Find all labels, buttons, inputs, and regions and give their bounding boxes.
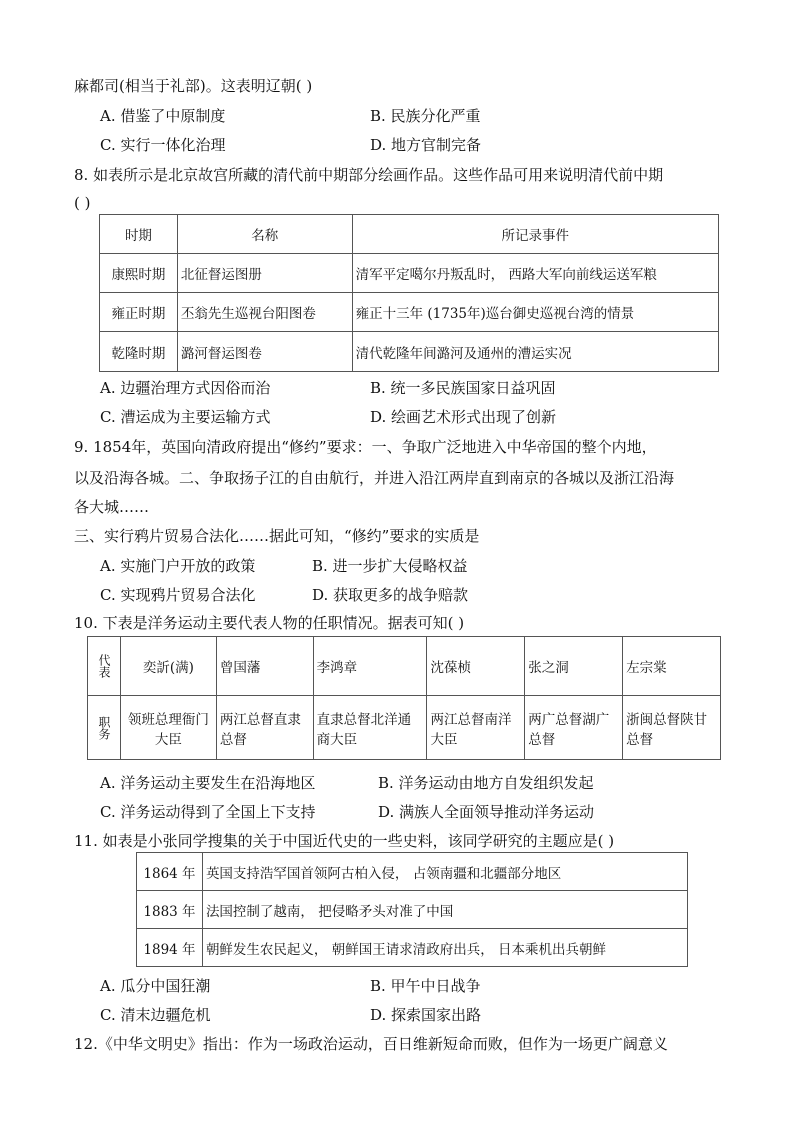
table-cell: 康熙时期 [100, 254, 178, 293]
table-cell: 雍正十三年 (1735年)巡台御史巡视台湾的情景 [352, 293, 718, 332]
q8-header-period: 时期 [100, 215, 178, 254]
q11-stem: 11. 如表是小张同学搜集的关于中国近代史的一些史料，该同学研究的主题应是( ) [74, 832, 615, 850]
q8-option-a[interactable]: A. 边疆治理方式因俗而治 [100, 379, 271, 397]
table-cell: 1864 年 [137, 853, 203, 891]
q11-option-d[interactable]: D. 探索国家出路 [370, 1006, 482, 1024]
q10-option-b[interactable]: B. 洋务运动由地方自发组织发起 [378, 774, 594, 792]
q9-stem-1: 9. 1854年，英国向清政府提出“修约”要求：一、争取广泛地进入中华帝国的整个内地， [74, 438, 657, 456]
q10-row-label-post: 职务 [88, 696, 121, 760]
table-row [88, 637, 721, 696]
q9-option-a[interactable]: A. 实施门户开放的政策 [100, 557, 256, 575]
q8-option-d[interactable]: D. 绘画艺术形式出现了创新 [370, 408, 557, 426]
table-cell: 李鸿章 [313, 637, 427, 696]
table-cell: 两江总督南洋 大臣 [427, 696, 525, 760]
q8-header-name: 名称 [177, 215, 352, 254]
q7-option-d[interactable]: D. 地方官制完备 [370, 136, 482, 154]
table-cell: 乾隆时期 [100, 332, 178, 372]
q9-stem-2: 以及沿海各城。二、争取扬子江的自由航行，并进入沿江两岸直到南京的各城以及浙江沿海 [74, 469, 675, 487]
table-cell: 法国控制了越南， 把侵略矛头对准了中国 [202, 891, 687, 929]
q8-stem-2: ( ) [74, 194, 91, 212]
q12-stem: 12.《中华文明史》指出：作为一场政治运动，百日维新短命而败，但作为一场更广阔意义 [74, 1035, 668, 1053]
table-cell: 清代乾隆年间潞河及通州的漕运实况 [352, 332, 718, 372]
q9-option-d[interactable]: D. 获取更多的战争赔款 [312, 586, 469, 604]
q11-option-b[interactable]: B. 甲午中日战争 [370, 977, 481, 995]
table-row [137, 853, 688, 891]
q7-option-b[interactable]: B. 民族分化严重 [370, 107, 481, 125]
table-cell: 浙闽总督陕甘 总督 [623, 696, 721, 760]
table-row [100, 254, 719, 293]
q9-option-c[interactable]: C. 实现鸦片贸易合法化 [100, 586, 256, 604]
table-cell: 1894 年 [137, 929, 203, 967]
table-cell: 直隶总督北洋通 商大臣 [313, 696, 427, 760]
table-cell: 1883 年 [137, 891, 203, 929]
q10-row-label-representative: 代表 [88, 637, 121, 696]
table-cell: 北征督运图册 [177, 254, 352, 293]
table-cell: 清军平定噶尔丹叛乱时， 西路大军向前线运送军粮 [352, 254, 718, 293]
q9-stem-3: 各大城…… [74, 498, 150, 516]
table-cell: 英国支持浩罕国首领阿古柏入侵， 占领南疆和北疆部分地区 [202, 853, 687, 891]
q7-stem: 麻都司(相当于礼部)。这表明辽朝( ) [74, 77, 313, 95]
table-cell: 左宗棠 [623, 637, 721, 696]
q11-option-a[interactable]: A. 瓜分中国狂潮 [100, 977, 211, 995]
q10-table [87, 636, 721, 760]
table-cell: 两江总督直隶 总督 [216, 696, 313, 760]
table-cell: 张之洞 [525, 637, 623, 696]
q10-stem: 10. 下表是洋务运动主要代表人物的任职情况。据表可知( ) [74, 614, 465, 632]
table-row [100, 332, 719, 372]
table-row [137, 929, 688, 967]
table-cell: 领班总理衙门 大臣 [120, 696, 216, 760]
table-row [100, 293, 719, 332]
table-cell: 雍正时期 [100, 293, 178, 332]
q8-table [99, 214, 719, 372]
q9-stem-4: 三、实行鸦片贸易合法化……据此可知，“修约”要求的实质是 [74, 527, 480, 545]
table-cell: 两广总督湖广 总督 [525, 696, 623, 760]
q7-option-c[interactable]: C. 实行一体化治理 [100, 136, 226, 154]
q8-stem-1: 8. 如表所示是北京故宫所藏的清代前中期部分绘画作品。这些作品可用来说明清代前中期 [74, 166, 664, 184]
table-cell: 沈葆桢 [427, 637, 525, 696]
q7-option-a[interactable]: A. 借鉴了中原制度 [100, 107, 226, 125]
table-cell: 曾国藩 [216, 637, 313, 696]
q11-option-c[interactable]: C. 清末边疆危机 [100, 1006, 211, 1024]
q10-option-a[interactable]: A. 洋务运动主要发生在沿海地区 [100, 774, 316, 792]
q10-option-c[interactable]: C. 洋务运动得到了全国上下支持 [100, 803, 316, 821]
table-row [137, 891, 688, 929]
q10-option-d[interactable]: D. 满族人全面领导推动洋务运动 [378, 803, 595, 821]
q9-option-b[interactable]: B. 进一步扩大侵略权益 [312, 557, 468, 575]
table-cell: 潞河督运图卷 [177, 332, 352, 372]
table-cell: 朝鲜发生农民起义， 朝鲜国王请求清政府出兵， 日本乘机出兵朝鲜 [202, 929, 687, 967]
table-row [88, 696, 721, 760]
q11-table [136, 852, 688, 967]
q8-option-c[interactable]: C. 漕运成为主要运输方式 [100, 408, 271, 426]
q8-header-event: 所记录事件 [352, 215, 718, 254]
q8-option-b[interactable]: B. 统一多民族国家日益巩固 [370, 379, 556, 397]
table-cell: 奕訢(满) [120, 637, 216, 696]
table-cell: 丕翁先生巡视台阳图卷 [177, 293, 352, 332]
